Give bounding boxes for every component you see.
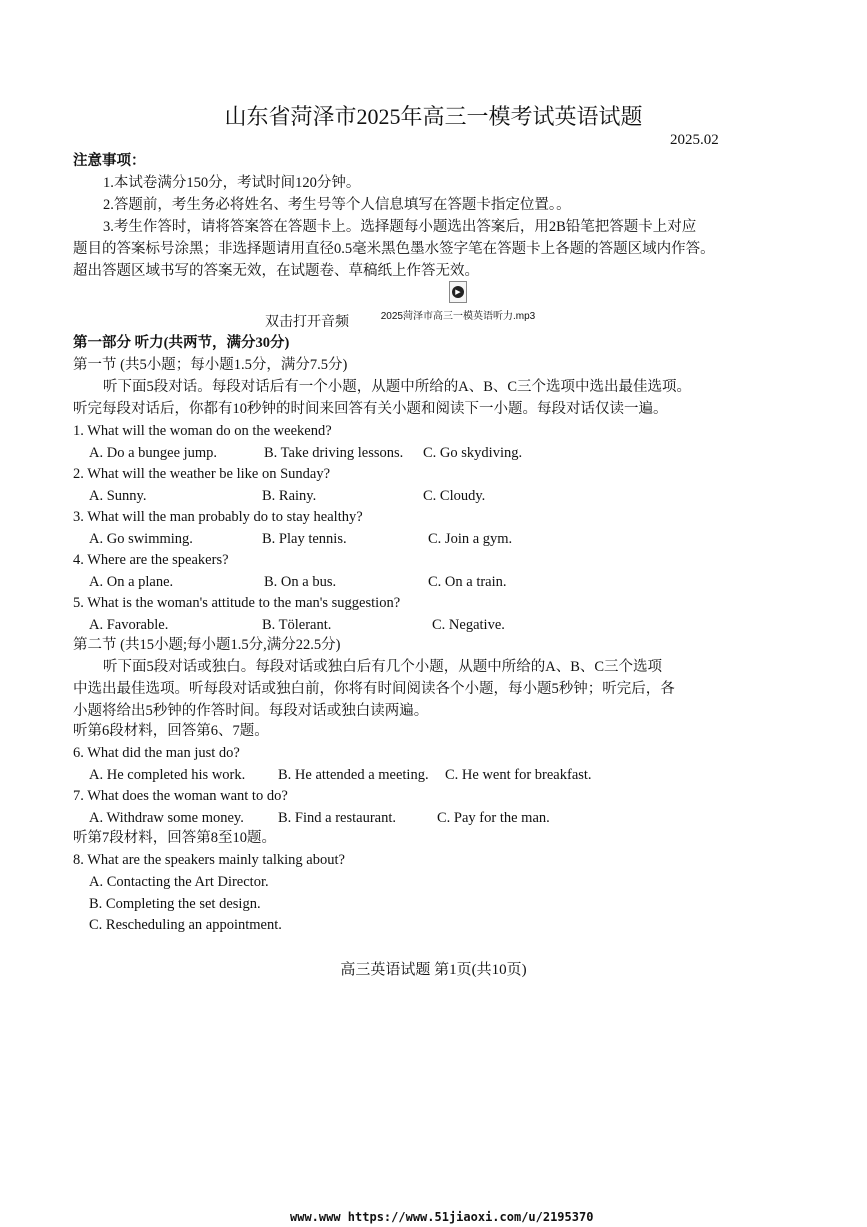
- question-7: 7. What does the woman want to do?: [73, 788, 288, 804]
- notice-heading: 注意事项：: [73, 153, 146, 169]
- question-4: 4. Where are the speakers?: [73, 552, 229, 568]
- q1-option-a: A. Do a bungee jump.: [89, 445, 218, 461]
- q4-option-b: B. On a bus.: [264, 574, 337, 590]
- notice-item-3-line-3: 超出答题区域书写的答案无效，在试题卷、草稿纸上作答无效。: [73, 263, 479, 279]
- section1-instruction-line-2: 听完每段对话后，你都有10秒钟的时间来回答有关小题和阅读下一小题。每段对话仅读一遍。: [73, 401, 668, 417]
- material-6-instruction: 听第6段材料，回答第6、7题。: [73, 723, 269, 739]
- audio-open-label: 双击打开音频: [265, 315, 349, 330]
- question-2: 2. What will the weather be like on Sunday?: [73, 466, 331, 482]
- q2-option-a: A. Sunny.: [89, 488, 147, 504]
- page-footer: 高三英语试题 第1页(共10页): [340, 962, 527, 978]
- q1-option-b: B. Take driving lessons.: [264, 445, 404, 461]
- q5-option-a: A. Favorable.: [89, 617, 169, 633]
- q1-option-c: C. Go skydiving.: [423, 445, 523, 461]
- q5-option-c: C. Negative.: [432, 617, 505, 633]
- notice-item-3-line-1: 3.考生作答时，请将答案答在答题卡上。选择题每小题选出答案后，用2B铅笔把答题卡上对应: [103, 219, 697, 235]
- watermark-url[interactable]: www.www https://www.51jiaoxi.com/u/2195370: [290, 1210, 594, 1224]
- q8-option-a: A. Contacting the Art Director.: [89, 874, 269, 890]
- q3-option-c: C. Join a gym.: [428, 531, 513, 547]
- q5-option-b: B. Tölerant.: [262, 617, 332, 633]
- question-3: 3. What will the man probably do to stay healthy?: [73, 509, 363, 525]
- question-1: 1. What will the woman do on the weekend?: [73, 423, 332, 439]
- notice-item-2: 2.答题前，考生务必将姓名、考生号等个人信息填写在答题卡指定位置。。: [103, 197, 571, 213]
- q8-option-c: C. Rescheduling an appointment.: [89, 917, 282, 933]
- question-5: 5. What is the woman's attitude to the man's suggestion?: [73, 595, 401, 611]
- section2-heading: 第二节 (共15小题;每小题1.5分,满分22.5分): [73, 637, 341, 653]
- q7-option-b: B. Find a restaurant.: [278, 810, 396, 826]
- audio-file-icon[interactable]: ▶: [449, 281, 467, 303]
- part1-heading: 第一部分 听力(共两节，满分30分): [73, 335, 290, 351]
- question-8: 8. What are the speakers mainly talking about?: [73, 852, 345, 868]
- q3-option-a: A. Go swimming.: [89, 531, 193, 547]
- q8-option-b: B. Completing the set design.: [89, 896, 261, 912]
- notice-item-1: 1.本试卷满分150分，考试时间120分钟。: [103, 175, 361, 191]
- audio-file-name[interactable]: 2025菏泽市高三一模英语听力.mp3: [380, 311, 536, 322]
- q7-option-a: A. Withdraw some money.: [89, 810, 244, 826]
- page-title: 山东省菏泽市2025年高三一模考试英语试题: [224, 104, 643, 129]
- q6-option-c: C. He went for breakfast.: [445, 767, 592, 783]
- section2-instruction-line-2: 中选出最佳选项。听每段对话或独白前，你将有时间阅读各个小题，每小题5秒钟；听完后，各: [73, 681, 675, 697]
- exam-date: 2025.02: [670, 132, 719, 148]
- section2-instruction-line-3: 小题将给出5秒钟的作答时间。每段对话或独白读两遍。: [73, 703, 429, 719]
- q4-option-c: C. On a train.: [428, 574, 507, 590]
- q3-option-b: B. Play tennis.: [262, 531, 347, 547]
- q2-option-c: C. Cloudy.: [423, 488, 486, 504]
- audio-attachment[interactable]: [378, 281, 538, 322]
- section1-heading: 第一节 (共5小题；每小题1.5分，满分7.5分): [73, 357, 348, 373]
- q4-option-a: A. On a plane.: [89, 574, 174, 590]
- q2-option-b: B. Rainy.: [262, 488, 317, 504]
- q6-option-b: B. He attended a meeting.: [278, 767, 429, 783]
- material-7-instruction: 听第7段材料，回答第8至10题。: [73, 830, 276, 846]
- question-6: 6. What did the man just do?: [73, 745, 240, 761]
- notice-item-3-line-2: 题目的答案标号涂黑；非选择题请用直径0.5毫米黑色墨水签字笔在答题卡上各题的答题区域内作答。: [73, 241, 715, 257]
- section1-instruction-line-1: 听下面5段对话。每段对话后有一个小题，从题中所给的A、B、C三个选项中选出最佳选项。: [103, 379, 692, 395]
- q7-option-c: C. Pay for the man.: [437, 810, 550, 826]
- q6-option-a: A. He completed his work.: [89, 767, 246, 783]
- section2-instruction-line-1: 听下面5段对话或独白。每段对话或独白后有几个小题，从题中所给的A、B、C三个选项: [103, 659, 663, 675]
